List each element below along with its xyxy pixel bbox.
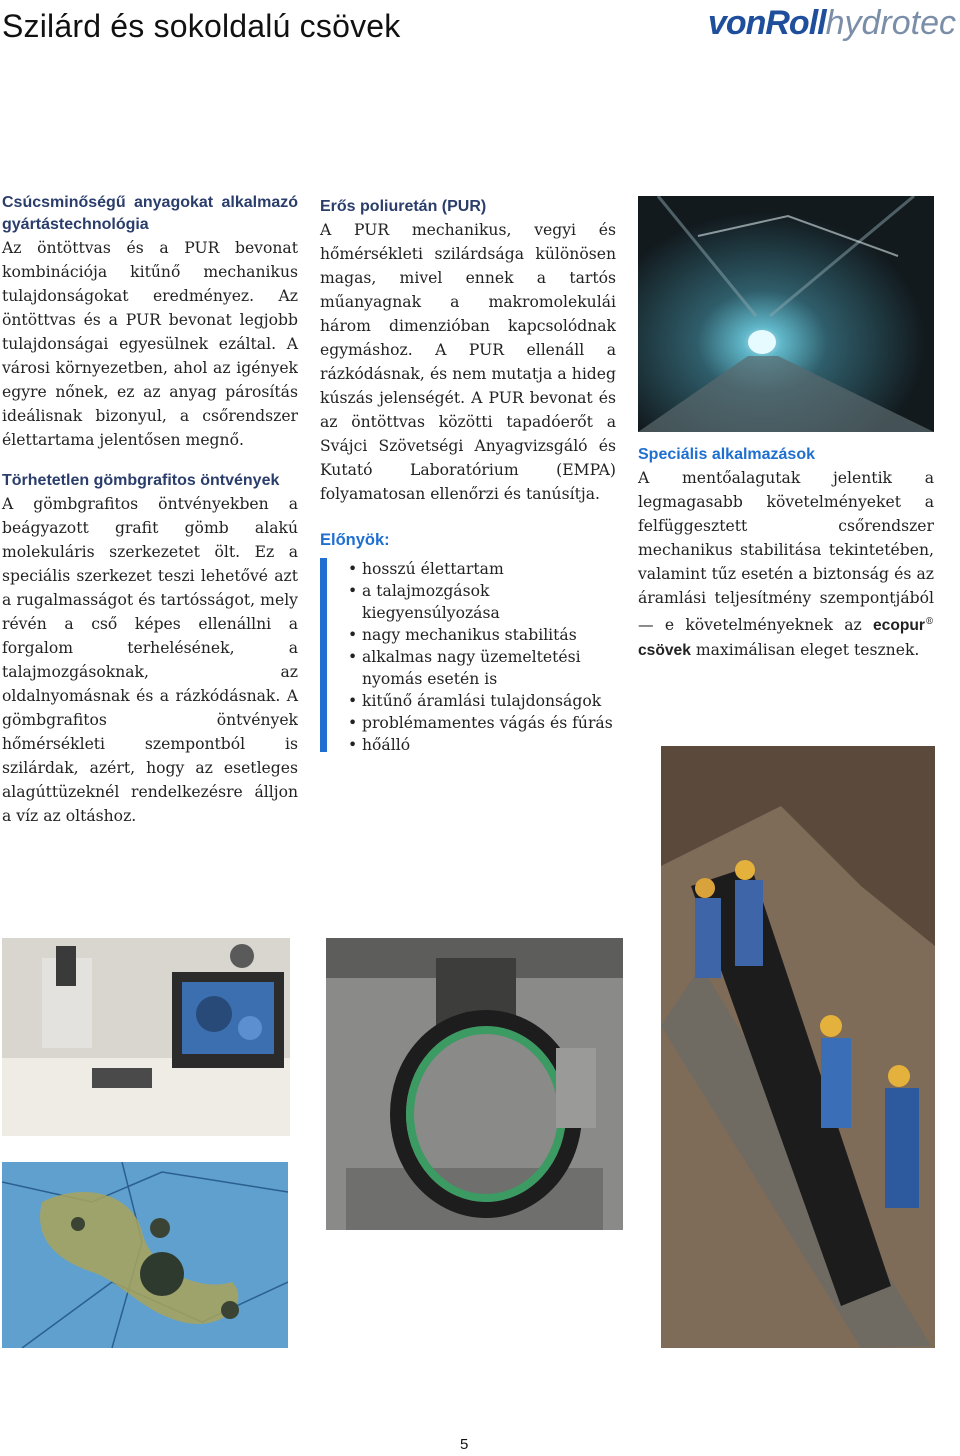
heading-special-applications: Speciális alkalmazások bbox=[638, 446, 815, 463]
paragraph-text-start: A mentőalagutak jelentik a legmagasabb követelményeket a felfüggesztett csőrendszer mechanikus stabilitása tekintetében, valamint tűz esetén a biztonság és az áramlási teljesítmény szempontjából — e követelményeknek az bbox=[638, 469, 934, 635]
list-item: • hosszú élettartam bbox=[348, 558, 616, 580]
pipe-ring-test-photo bbox=[326, 938, 623, 1230]
paragraph-ductile-iron: A gömbgrafitos öntvényekben a beágyazott grafit gömb alakú molekuláris szerkezetet ölt. Ez a speciális szerkezet teszi lehetővé azt a rugalmasságot és tartósságot, mely révén a cső képes ellenállni a forgalom terhelésének, a talajmozgásoknak, az oldalnyomásnak és a rázkódásnak. A gömbgrafitos öntvények hőmérsékleti szempontból is szilárdak, azért, hogy az esetleges alagúttüzeknél rendelkezésre álljon a víz az oltáshoz. bbox=[2, 495, 298, 825]
column-3 bbox=[638, 444, 934, 663]
list-item: • problémamentes vágás és fúrás bbox=[348, 712, 616, 734]
heading-advantages: Előnyök: bbox=[320, 531, 390, 549]
vonroll-hydrotec-logo bbox=[708, 4, 956, 44]
heading-pur: Erős poliuretán (PUR) bbox=[320, 198, 487, 215]
logo-text-hydrotec: hydrotec bbox=[825, 4, 956, 42]
logo-text-vonroll: vonRoll bbox=[707, 4, 826, 42]
paragraph-special-applications bbox=[638, 466, 934, 663]
graphite-microstructure-photo bbox=[2, 1162, 288, 1348]
paragraph-pur: A PUR mechanikus, vegyi és hőmérsékleti szilárdsága különösen magas, mivel ennek a tartós műanyagnak a makromolekulái három dimenzióban kapcsolódnak egymáshoz. A PUR ellenáll a rázkódásnak, és nem mutatja a hideg kúszás jelenségét. A PUR bevonat és az öntöttvas közötti tapadóerőt a Svájci Szövetségi Anyagvizsgáló és Kutató Laboratórium (EMPA) folyamatosan ellenőrzi és tanúsítja. bbox=[320, 221, 616, 503]
microscope-lab-photo bbox=[2, 938, 290, 1136]
list-item: • hőálló bbox=[348, 734, 616, 756]
registered-mark: ® bbox=[925, 617, 934, 627]
paragraph-text-end: maximálisan eleget tesznek. bbox=[695, 641, 920, 660]
list-item: • nagy mechanikus stabilitás bbox=[348, 624, 616, 646]
advantages-list bbox=[320, 558, 616, 756]
list-item: • kitűnő áramlási tulajdonságok bbox=[348, 690, 616, 712]
list-item: • a talajmozgások kiegyensúlyozása bbox=[348, 580, 616, 624]
brand-ecopur: ecopur bbox=[873, 617, 925, 635]
heading-ductile-iron: Törhetetlen gömbgrafitos öntvények bbox=[2, 472, 280, 489]
tunnel-photo bbox=[638, 196, 934, 432]
list-item: • alkalmas nagy üzemeltetési nyomás esetén is bbox=[348, 646, 616, 690]
pipe-installation-workers-photo bbox=[661, 746, 935, 1348]
paragraph-manufacturing: Az öntöttvas és a PUR bevonat kombinációja kitűnő mechanikus tulajdonságokat eredményez. Az öntöttvas és a PUR bevonat legjobb tulajdonságai egyesülnek ezáltal. A városi környezetben, ahol az igények egyre nőnek, ez az anyag párosítás ideálisnak bizonyul, a csőrendszer élettartama jelentősen megnő. bbox=[2, 239, 298, 449]
column-1 bbox=[2, 192, 298, 828]
heading-manufacturing: Csúcsminőségű anyagokat alkalmazó gyártástechnológia bbox=[2, 194, 298, 233]
column-2 bbox=[320, 196, 616, 756]
page-number: 5 bbox=[460, 1436, 469, 1453]
brand-word: csövek bbox=[638, 642, 691, 660]
page-title: Szilárd és sokoldalú csövek bbox=[2, 8, 401, 44]
